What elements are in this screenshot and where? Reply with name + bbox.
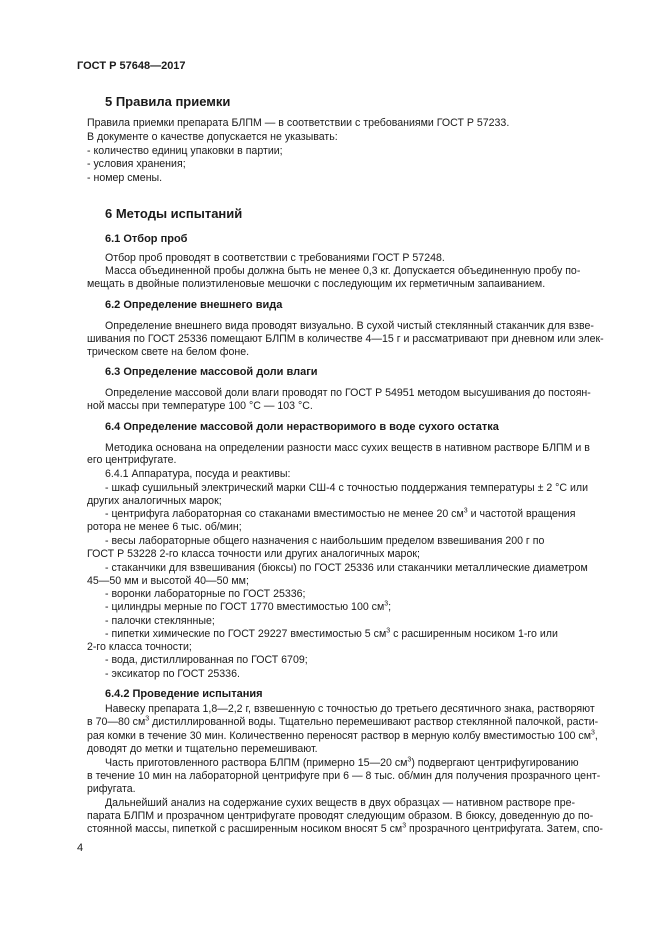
list-item-centrifuge: - центрифуга лабораторная со стаканами вместимостью не менее 20 $см^3$ и частотой вращения bbox=[105, 507, 576, 520]
list-item-weighing-cups: - стаканчики для взвешивания (бюксы) по ГОСТ 25336 или стаканчики металлические диаметром bbox=[105, 562, 588, 574]
list-item-glass-rods: - палочки стеклянные; bbox=[105, 615, 215, 627]
list-item-oven-cont: других аналогичных марок; bbox=[87, 495, 222, 507]
section-5-line-5: - номер смены. bbox=[87, 172, 163, 184]
procedure-line-8: Дальнейший анализ на содержание сухих веществ в двух образцах — нативном растворе пре- bbox=[105, 797, 576, 809]
procedure-line-9: парата БЛПМ и прозрачном центрифугате проводят следующим образом. В бюксу, доведенную до по- bbox=[87, 810, 594, 822]
section-6-4-title: 6.4 Определение массовой доли нерастворимого в воде сухого остатка bbox=[105, 421, 499, 433]
list-item-scales-cont: ГОСТ Р 53228 2-го класса точности или других аналогичных марок; bbox=[87, 548, 420, 560]
section-5-line-4: - условия хранения; bbox=[87, 158, 186, 170]
procedure-line-1: Навеску препарата 1,8—2,2 г, взвешенную с точностью до третьего десятичного знака, растворяют bbox=[105, 703, 595, 715]
section-6-4-2-title: 6.4.2 Проведение испытания bbox=[105, 688, 263, 700]
section-6-1-line-1: Отбор проб проводят в соответствии с требованиями ГОСТ Р 57248. bbox=[105, 252, 445, 264]
list-item-pipettes-cont: 2-го класса точности; bbox=[87, 641, 192, 653]
procedure-line-6: в течение 10 мин на лабораторной центрифуге при 6 — 8 тыс. об/мин для получения прозрачного цент- bbox=[87, 770, 601, 782]
list-item-funnels: - воронки лабораторные по ГОСТ 25336; bbox=[105, 588, 306, 600]
list-item-scales: - весы лабораторные общего назначения с наибольшим пределом взвешивания 200 г по bbox=[105, 535, 545, 547]
section-6-2-line-2: шивания по ГОСТ 25336 помещают БЛПМ в количестве 4—15 г и рассматривают при дневном или элек- bbox=[87, 333, 604, 345]
list-item-pipettes: - пипетки химические по ГОСТ 29227 вместимостью 5 $см^3$ с расширенным носиком 1-го или bbox=[105, 627, 558, 640]
list-item-desiccator: - эксикатор по ГОСТ 25336. bbox=[105, 668, 240, 680]
procedure-line-4: доводят до метки и тщательно перемешивают. bbox=[87, 743, 318, 755]
section-5-title: 5 Правила приемки bbox=[105, 94, 231, 109]
list-item-centrifuge-cont: ротора не менее 6 тыс. об/мин; bbox=[87, 521, 242, 533]
section-6-2-line-3: трическом свете на белом фоне. bbox=[87, 346, 250, 358]
section-6-1-title: 6.1 Отбор проб bbox=[105, 233, 188, 245]
list-item-cylinders: - цилиндры мерные по ГОСТ 1770 вместимостью 100 $см^3$; bbox=[105, 600, 392, 613]
list-item-oven: - шкаф сушильный электрический марки СШ-4 с точностью поддержания температуры ± 2 °С или bbox=[105, 482, 589, 494]
section-6-2-line-1: Определение внешнего вида проводят визуально. В сухой чистый стеклянный стаканчик для взве- bbox=[105, 320, 594, 332]
list-item-water: - вода, дистиллированная по ГОСТ 6709; bbox=[105, 654, 308, 666]
section-6-1-line-2: Масса объединенной пробы должна быть не менее 0,3 кг. Допускается объединенную пробу по- bbox=[105, 265, 581, 277]
section-6-1-line-3: мещать в двойные полиэтиленовые мешочки с последующим их герметичным запаиванием. bbox=[87, 278, 546, 290]
list-item-weighing-cups-cont: 45—50 мм и высотой 40—50 мм; bbox=[87, 575, 249, 587]
procedure-line-5: Часть приготовленного раствора БЛПМ (примерно 15—20 $см^3$) подвергают центрифугированию bbox=[105, 756, 579, 769]
section-5-line-2: В документе о качестве допускается не указывать: bbox=[87, 131, 338, 143]
section-6-3-line-1: Определение массовой доли влаги проводят по ГОСТ Р 54951 методом высушивания до постоян- bbox=[105, 387, 591, 399]
procedure-line-7: рифугата. bbox=[87, 783, 136, 795]
section-5-line-1: Правила приемки препарата БЛПМ — в соответствии с требованиями ГОСТ Р 57233. bbox=[87, 117, 510, 129]
section-6-title: 6 Методы испытаний bbox=[105, 206, 243, 221]
section-6-4-1-title: 6.4.1 Аппаратура, посуда и реактивы: bbox=[105, 468, 291, 480]
section-6-3-line-2: ной массы при температуре 100 °С — 103 °С. bbox=[87, 400, 313, 412]
section-6-3-title: 6.3 Определение массовой доли влаги bbox=[105, 366, 318, 378]
procedure-line-3: рая комки в течение 30 мин. Количественно переносят раствор в мерную колбу вместимостью 100 $см^3$, bbox=[87, 729, 598, 742]
section-5-line-3: - количество единиц упаковки в партии; bbox=[87, 145, 283, 157]
procedure-line-2: в 70—80 $см^3$ дистиллированной воды. Тщательно перемешивают раствор стеклянной палочкой, расти- bbox=[87, 715, 599, 728]
procedure-line-10: стоянной массы, пипеткой с расширенным носиком вносят 5 $см^3$ прозрачного центрифугата. Затем, спо- bbox=[87, 822, 603, 835]
section-6-4-line-2: его центрифугате. bbox=[87, 454, 177, 466]
section-6-4-line-1: Методика основана на определении разности масс сухих веществ в нативном растворе БЛПМ и в bbox=[105, 442, 590, 454]
section-6-2-title: 6.2 Определение внешнего вида bbox=[105, 299, 283, 311]
document-header: ГОСТ Р 57648—2017 bbox=[77, 60, 186, 72]
page-number: 4 bbox=[77, 842, 84, 854]
